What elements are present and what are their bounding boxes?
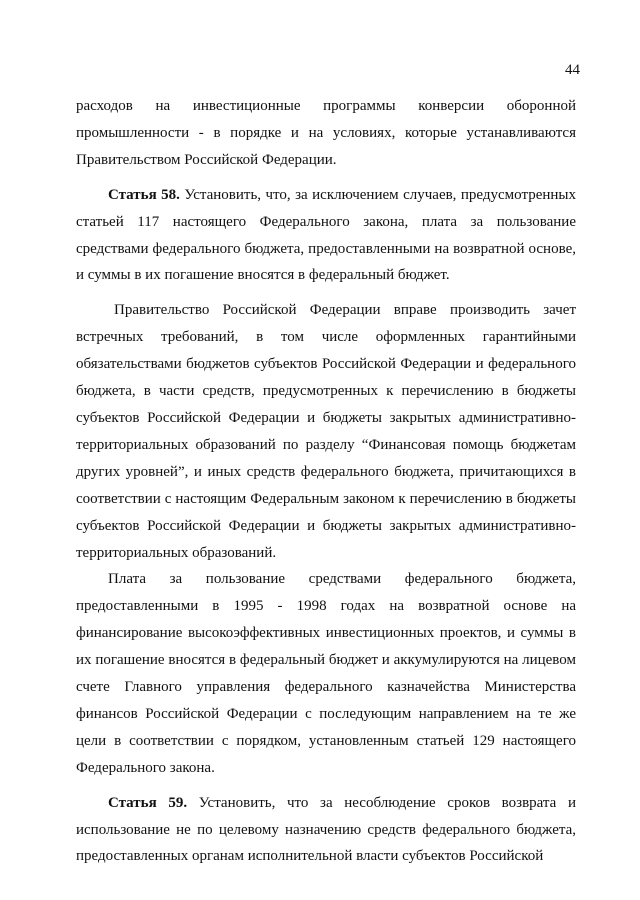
paragraph-article-59	[76, 790, 576, 871]
page-number: 44	[565, 62, 580, 78]
paragraph-text: Установить, что, за исключением случаев, предусмотренных статьей 117 настоящего Федерального закона, плата за пользование средствами федерального бюджета, предоставленными на возвратной основе, и суммы в их погашение вносятся в федеральный бюджет.	[76, 186, 576, 284]
paragraph-offset	[76, 297, 576, 566]
article-label: Статья 59.	[108, 794, 188, 811]
paragraph-text: Правительство Российской Федерации вправе производить зачет встречных требований, в том числе оформленных гарантийными обязательствами бюджетов субъектов Российской Федерации и федерального бюджета, в части средств, предусмотренных к перечислению в бюджеты субъектов Российской Федерации и бюджеты закрытых административно-территориальных образований по разделу “Финансовая помощь бюджетам других уровней”, и иных средств федерального бюджета, причитающихся в соответствии с настоящим Федеральным законом к перечислению в бюджеты субъектов Российской Федерации и бюджеты закрытых административно-территориальных образований.	[76, 302, 576, 561]
paragraph-payment	[76, 566, 576, 781]
paragraph-text: Установить, что за несоблюдение сроков возврата и использование не по целевому назначению средств федерального бюджета, предоставленных органам исполнительной власти субъектов Российской	[76, 794, 576, 865]
article-label: Статья 58.	[108, 186, 180, 203]
paragraph-article-58	[76, 182, 576, 290]
document-body	[76, 93, 576, 870]
paragraph-text: Плата за пользование средствами федерального бюджета, предоставленными в 1995 - 1998 годах на возвратной основе на финансирование высокоэффективных инвестиционных проектов, и суммы в их погашение вносятся в федеральный бюджет и аккумулируются на лицевом счете Главного управления федерального казначейства Министерства финансов Российской Федерации с последующим направлением на те же цели в соответствии с порядком, установленным статьей 129 настоящего Федерального закона.	[76, 571, 576, 776]
paragraph-continuation	[76, 93, 576, 174]
paragraph-text: расходов на инвестиционные программы конверсии оборонной промышленности - в порядке и на условиях, которые устанавливаются Правительством Российской Федерации.	[76, 98, 576, 168]
